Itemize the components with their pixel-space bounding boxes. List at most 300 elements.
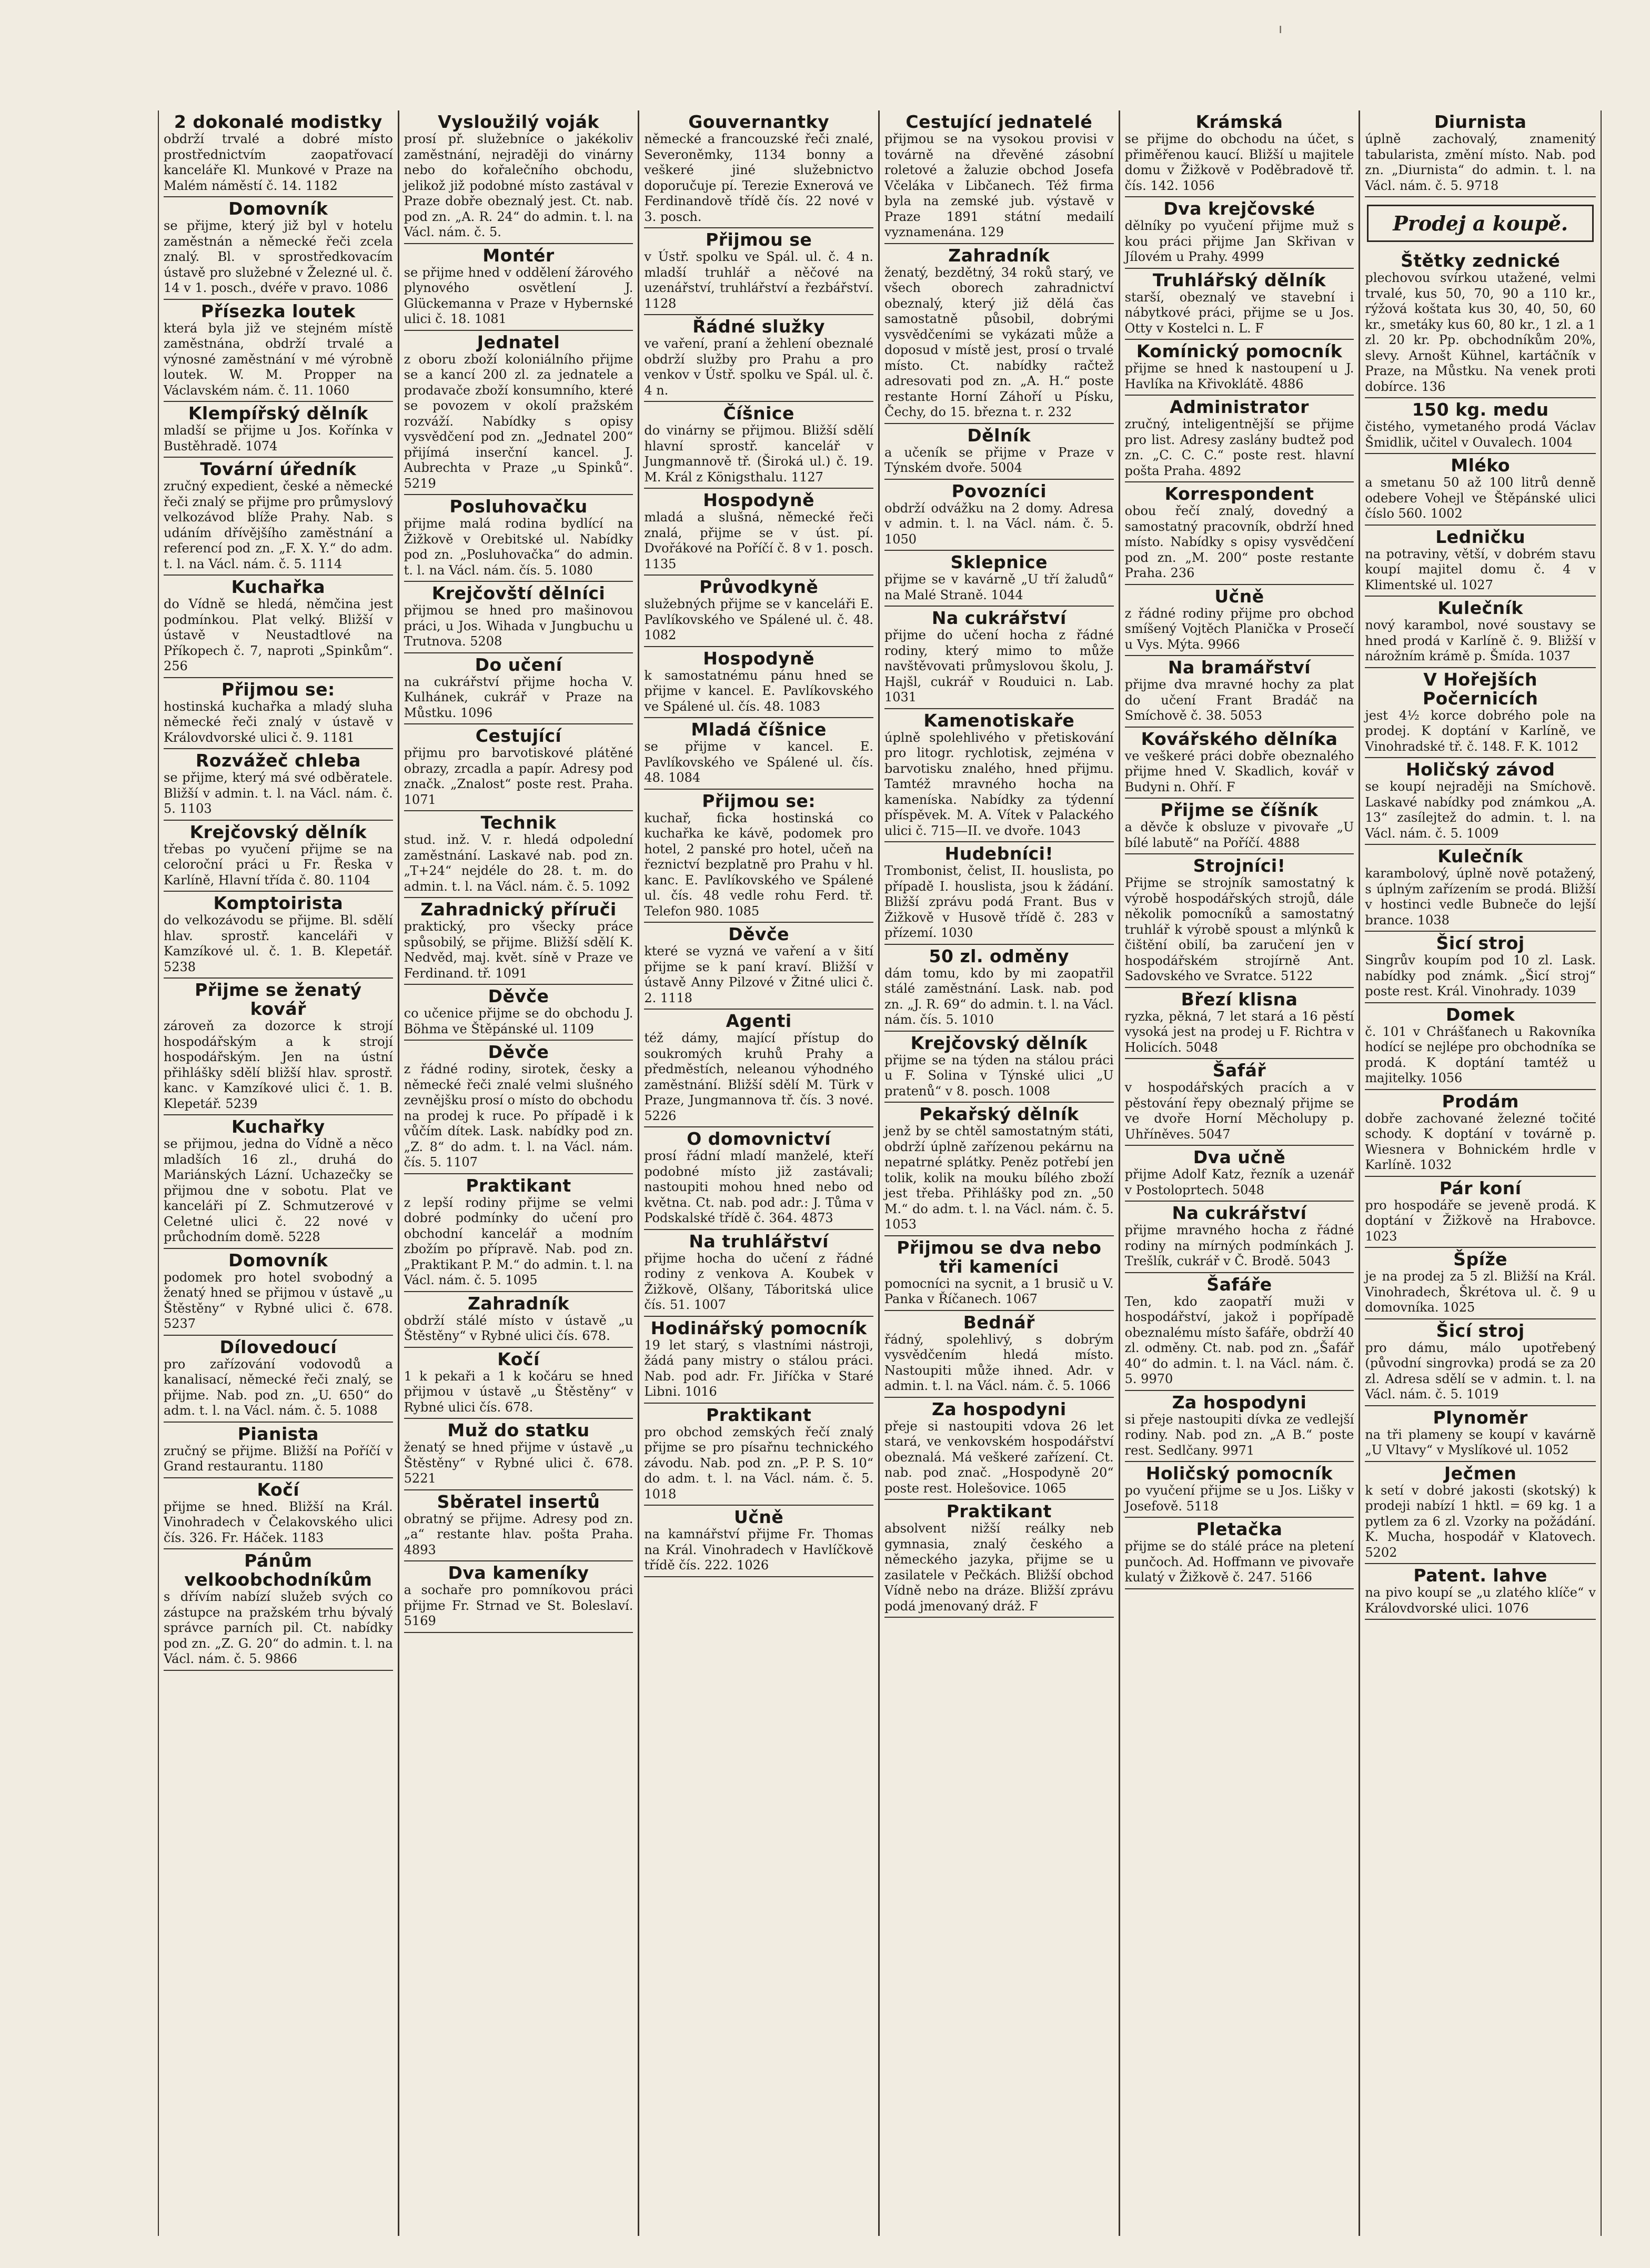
ad-body: úplně zachovalý, znamenitý tabularista, změní místo. Nab. pod zn. „Diurnista“ do admin. t. l. na Václ. nám. č. 5. 9718 [1365,132,1596,193]
classified-ad [1365,1564,1596,1620]
ad-body: pomocníci na sycnit, a 1 brusič u V. Panka v Říčanech. 1067 [884,1276,1114,1306]
classified-ad [404,898,633,985]
classified-ad [1125,1273,1354,1391]
ad-title: Mléko [1451,455,1511,476]
ad-title: Kočí [497,1348,540,1369]
ad-title: Krejčovští dělníci [431,583,606,603]
ad-body: řádný, spolehlivý, s dobrým vysvědčením hledá místo. Nastoupiti může ihned. Adr. v admin. t. l. na Václ. nám. č. 5. 1066 [884,1332,1114,1393]
ad-body: zároveň za dozorce k strojí hospodářským a k strojí hospodářským. Jen na ústní přihlášky sdělí bližší hlav. sprostř. kanc. v Kamzíkové ulici č. 1. B. Klepetář. 5239 [164,1019,393,1111]
ad-body: přijme mravného hocha z řádné rodiny na mírných podmínkách J. Trešlík, cukrář v Č. Brodě. 5043 [1124,1223,1354,1268]
ad-title: Kuchařky [232,1116,325,1137]
classified-ad [404,495,633,582]
classified-ad [1125,988,1354,1060]
ad-body: 1 k pekaři a 1 k kočáru se hned přijmou v ústavě „u Štěstěny“ v Rybné ulici čís. 678. [404,1368,633,1415]
ad-title: Domovník [228,1249,328,1271]
ad-title: Pánům velkoobchodníkům [184,1550,373,1590]
classified-ad [1125,799,1354,854]
ad-title: Tovární úředník [200,459,357,479]
classified-ad [644,718,873,790]
ad-title: Přijmou se dva nebo tři kameníci [897,1237,1102,1277]
ad-title: Krejčovský dělník [910,1032,1088,1053]
classified-ad [1365,1003,1596,1090]
ad-body: v hospodářských pracích a v pěstování řepy obeznalý přijme se ve dvoře Horní Měcholupy p. Uhříněves. 5047 [1124,1080,1354,1142]
classified-ad [1125,269,1354,340]
ad-title: Dva krejčovské [1163,198,1315,219]
ad-body: přijme se hned. Bližší na Král. Vinohradech v Čelakovského ulici čís. 326. Fr. Háček. 1183 [164,1499,393,1545]
ad-body: dělníky po vyučení přijme muž s kou práci přijme Jan Skřivan v Jílovém u Prahy. 4999 [1124,218,1354,264]
ad-body: si přeje nastoupiti dívka ze vedlejší rodiny. Nab. pod zn. „A B.“ poste rest. Sedlčany. 9971 [1124,1412,1354,1458]
classified-ad [1365,1248,1596,1319]
ad-body: přijmou se na vysokou provisi v továrně na dřevěné zásobní roletové a žaluzie obchod Josefa Včeláka v Libčanech. Též firma byla na zemské jub. výstavě v Praze 1891 státní medailí vyznamenána. 129 [884,132,1114,239]
ad-body: služebných přijme se v kanceláři E. Pavlíkovského ve Spálené ul. č. 48. 1082 [644,597,873,642]
ad-body: německé a francouzské řeči znalé, Severoněmky, 1134 bonny a veškeré jiné služebnictvo doporučuje pí. Terezie Exnerová ve Ferdinandově třídě čís. 22 nové v 3. posch. [644,132,873,224]
ad-title: Učně [1214,586,1264,607]
ad-body: pro dámu, málo upotřebený (původní singrovka) prodá se za 20 zl. Adresa sdělí se v admin. t. l. na Václ. nám. č. 5. 1019 [1365,1340,1596,1402]
ad-body: do Vídně se hledá, němčina jest podmínkou. Plat velký. Bližší v ústavě v Neustadtlové na Příkopech č. 7, naproti „Spinkům“. 256 [164,597,393,673]
ad-body: je na prodej za 5 zl. Bližší na Král. Vinohradech, Škrétova ul. č. 9 u domovníka. 1025 [1365,1269,1596,1315]
ad-body: absolvent nižší reálky neb gymnasia, znalý českého a německého jazyka, přijme se u zasilatele v Pečkách. Bližší obchod Vídně nebo na dráze. Bližší zprávu podá jmenovaný dráž. F [884,1521,1114,1614]
ad-title: Praktikant [466,1175,571,1196]
ad-body: co učenice přijme se do obchodu J. Böhma ve Štěpánské ul. 1109 [404,1006,633,1036]
ad-body: v Ústř. spolku ve Spál. ul. č. 4 n. mladší truhlář a něčové na uzenářství, truhlářství a řezbářství. 1128 [644,249,873,311]
classified-ad [404,1292,633,1348]
classified-ad [1125,1518,1354,1589]
ad-title: Přijme se číšník [1160,800,1319,820]
ad-body: zručný expedient, české a německé řeči znalý se přijme pro průmyslový velkozávod blíže Prahy. Nab. s udáním dřívějšího zaměstnání a referencí pod zn. „F. X. Y.“ do adm. t. l. na Václ. nám. č. 5. 1114 [164,479,393,571]
ad-body: 19 let starý, s vlastními nástroji, žádá pany mistry o stálou práci. Nab. pod adr. Fr. Jiříčka v Staré Libni. 1016 [644,1337,873,1399]
ad-title: O domovnictví [687,1128,831,1149]
ad-body: Trombonist, čelist, II. houslista, po případě I. houslista, jsou k žádání. Bližší zprávu podá Frant. Bus v Žižkově v Husově třídě č. 283 v přízemí. 1030 [884,863,1114,940]
ad-body: se přijme do obchodu na účet, s přiměřenou kaucí. Bližší u majitele domu v Žižkově v Poděbradově tř. čís. 142. 1056 [1124,132,1354,193]
ad-title: Dělník [967,425,1031,446]
classified-ad [404,1490,633,1562]
ad-title: Řádné služky [692,316,826,337]
classified-ad [1365,526,1596,597]
classified-ad [884,551,1114,607]
ad-body: ve veškeré práci dobře obeznalého přijme hned V. Skadlich, kovář v Budyni n. Ohří. F [1124,748,1354,794]
ad-title: Na bramářství [1168,657,1311,678]
classified-ad [884,1103,1114,1236]
ad-body: přijme dva mravné hochy za plat do učení Frant Bradáč na Smíchově č. 38. 5053 [1124,677,1354,723]
ad-title: Bednář [963,1312,1035,1333]
ad-title: Rozvážeč chleba [195,750,361,771]
ad-body: stud. inž. V. r. hledá odpolední zaměstnání. Laskavé nab. pod zn. „T+24“ nejdéle do 28. t. m. do admin. t. l. na Václ. nám. č. 5. 1092 [404,832,633,894]
classified-ad [1365,1090,1596,1177]
classified-ad [1125,482,1354,585]
ad-column [159,110,399,2236]
ad-body: obdrží trvalé a dobré místo prostřednictvím zaopatřovací kanceláře Kl. Munkové v Praze na Malém náměstí č. 14. 1182 [164,132,393,193]
classified-ad [1125,396,1354,482]
ad-title: Cestující [475,725,562,746]
classified-ad [404,985,633,1041]
ad-title: Pletačka [1196,1519,1283,1539]
classified-ad [164,300,393,402]
ad-body: a děvče k obsluze v pivovaře „U bílé labutě“ na Poříčí. 4888 [1124,820,1354,850]
classified-ad [1125,1146,1354,1202]
classified-ad [644,647,873,719]
classified-ad [164,678,393,750]
classified-ad [884,1398,1114,1500]
ad-title: Kulečník [1437,598,1523,618]
ad-title: Hospodyně [703,648,815,669]
ad-body: pro obchod zemských řečí znalý přijme se pro písařnu technického závodu. Nab. pod zn. „P. P. S. 10“ do adm. t. l. na Václ. nám. č. 5. 1018 [644,1424,873,1501]
ad-body: praktický, pro všecky práce spůsobilý, se přijme. Bližší sdělí K. Nedvěd, maj. květ. síně v Praze ve Ferdinand. tř. 1091 [404,919,633,981]
ad-body: přijme hocha do učení z řádné rodiny z venkova A. Koubek v Žižkově, Olšany, Táboritská ulice čís. 51. 1007 [644,1251,873,1312]
ad-title: Montér [482,245,555,266]
ad-body: se přijme, který již byl v hotelu zaměstnán a německé řeči zcela znalý. Bl. v sprostředkovacím ústavě pro služebné v Železné ul. č. 14 v 1. posch., dvéře v pravo. 1086 [164,218,393,295]
classified-ad [644,402,873,489]
ad-title: Na truhlářství [689,1231,829,1252]
ad-title: Za hospodyni [1172,1392,1307,1413]
ad-body: přijme se do stálé práce na pletení punčoch. Ad. Hoffmann ve pivovaře kulatý v Žižkově č. 247. 5166 [1124,1539,1354,1585]
ad-title: Vysloužilý voják [438,112,599,132]
ad-title: Na cukrářství [931,608,1067,628]
ad-title: Kočí [257,1479,300,1500]
ad-title: Holičský závod [1405,759,1555,780]
ad-title: Gouvernantky [688,112,830,132]
classified-ad [1365,454,1596,526]
classified-ad [644,1127,873,1230]
classified-ad [1365,597,1596,668]
ad-title: Hudebníci! [944,843,1054,864]
ad-body: z řádné rodiny, sirotek, česky a německé řeči znalé velmi slušného zevnějšku prosí o místo do obchodu na prodej k ruce. Po případě i k vůčím dítek. Lask. nabídky pod zn. „Z. 8“ do adm. t. l. na Václ. nám. čís. 5. 1107 [404,1062,633,1170]
ad-title: Šicí stroj [1436,1320,1525,1341]
ad-body: ženatý, bezdětný, 34 roků starý, ve všech oborech zahradnictví obeznalý, který již dělá čas samostatně působil, dobrými vysvědčeními se vykázati může a doposud v místě jest, prosí o trvalé místo. Ct. nabídky račtež adresovati pod zn. „A. H.“ poste restante Horní Záhoří u Písku, Čechy, do 15. března t. r. 232 [884,265,1114,419]
ad-title: Prodám [1442,1091,1519,1112]
classified-ad [164,1423,393,1478]
classified-ad [164,402,393,458]
classified-ad [404,244,633,331]
ad-title: Holičský pomocník [1145,1463,1333,1484]
ad-body: přeje si nastoupiti vdova 26 let stará, ve venkovském hospodářství obeznalá. Má veškeré zařízení. Ct. nab. pod znač. „Hospodyně 20“ poste rest. Holešovice. 1065 [884,1418,1114,1496]
classified-ad [164,749,393,821]
ad-body: přijme Adolf Katz, řezník a uzenář v Postoloprtech. 5048 [1124,1167,1354,1197]
classified-ad [644,1317,873,1404]
ad-body: obratný se přijme. Adresy pod zn. „a“ restante hlav. pošta Praha. 4893 [404,1511,633,1557]
ad-body: mladší se přijme u Jos. Kořínka v Bustěhradě. 1074 [164,423,393,453]
ad-title: Děvče [488,986,549,1006]
ad-body: jest 4½ korce dobrého pole na prodej. K doptání v Karlíně, ve Vinohradské tř. č. 148. F. K. 1012 [1365,708,1596,754]
ad-title: Za hospodyni [931,1398,1067,1419]
ad-title: Číšnice [723,403,794,424]
ad-body: zručný se přijme. Bližší na Poříčí v Grand restaurantu. 1180 [164,1443,393,1474]
classified-ad [404,110,633,244]
classified-ad [884,1032,1114,1103]
ad-title: Agenti [726,1011,792,1031]
ad-title: Dva učně [1193,1147,1286,1167]
ad-title: Technik [480,812,557,833]
ad-title: Mladá číšnice [691,719,827,740]
ad-title: Šafáře [1206,1274,1272,1295]
classified-ad [1365,110,1596,197]
ad-body: jenž by se chtěl samostatným státi, obdrží úplně zařízenou pekárnu na nepatrné splátky. Peněz potřebí jen tolik, kolik na mouku bílého zboží jest třeba. Přihlášky pod zn. „50 M.“ do adm. t. l. na Václ. nám. č. 5. 1053 [884,1124,1114,1232]
ad-title: Povozníci [951,480,1047,501]
classified-ad [1125,1059,1354,1146]
ad-body: a smetanu 50 až 100 litrů denně odebere Vohejl ve Štěpánské ulici číslo 560. 1002 [1365,475,1596,521]
ad-body: přijme malá rodina bydlící na Žižkově v Orebitské ul. Nabídky pod zn. „Posluhovačka“ do admin. t. l. na Václ. nám. čís. 5. 1080 [404,516,633,578]
classified-ad [404,1348,633,1419]
classified-ad [1125,340,1354,396]
ad-title: Přijmou se [706,229,812,250]
ad-title: Korrespondent [1164,483,1314,504]
ad-title: Domek [1446,1004,1515,1025]
ad-title: Klempířský dělník [188,403,368,424]
ad-column [1120,110,1361,2236]
ad-title: Kovářského dělníka [1141,728,1338,749]
classified-ad [164,197,393,300]
ad-title: Sklepnice [950,552,1048,572]
ad-body: obdrží odvážku na 2 domy. Adresa v admin. t. l. na Václ. nám. č. 5. 1050 [884,500,1114,547]
classified-ad [1125,197,1354,269]
ad-body: na potraviny, větší, v dobrém stavu koupí majitel domu č. 4 v Klimentské ul. 1027 [1365,546,1596,592]
ad-title: Zahradnický příruči [420,899,617,920]
ad-title: Přijmou se: [221,679,335,700]
ad-body: se koupí nejraději na Smíchově. Laskavé nabídky pod známkou „A. 13“ zasílejtež do admin. t. l. na Václ. nám. č. 5. 1009 [1365,779,1596,841]
ad-body: č. 101 v Chrášťanech u Rakovníka hodící se nejlépe pro obchodníka se prodá. K doptání tamtéž u majitelky. 1056 [1365,1024,1596,1085]
ad-body: plechovou svírkou utažené, velmi trvalé, kus 50, 70, 90 a 110 kr., rýžová koštata kus 30, 40, 50, 60 kr., smetáky kus 60, 80 kr., 1 zl. a 1 zl. 20 kr. Pp. obchodníkům 20%, slevy. Arnošt Kühnel, kartáčník v Praze, na Můstku. Na venek proti dobírce. 136 [1365,270,1596,394]
ad-body: přijme se hned k nastoupení u J. Havlíka na Křivoklátě. 4886 [1124,361,1354,391]
ad-title: 2 dokonalé modistky [174,112,383,132]
ad-body: ženatý se hned přijme v ústavě „u Štěstěny“ v Rybné ulici č. 678. 5221 [404,1440,633,1486]
ad-body: ve vaření, praní a žehlení obeznalé obdrží služby pro Prahu a pro venkov v Ústř. spolku ve Spál. ul. č. 4 n. [644,336,873,398]
classified-ad [164,892,393,979]
ad-title: Kuchařka [231,577,325,597]
ad-body: ryzka, pěkná, 7 let stará a 16 pěstí vysoká jest na prodej u F. Richtra v Holicích. 5048 [1124,1009,1354,1055]
ad-title: Šafář [1212,1060,1266,1081]
ad-body: na pivo koupí se „u zlatého klíče“ v Královdvorské ulici. 1076 [1365,1585,1596,1616]
ad-body: z řádné rodiny přijme pro obchod smíšený Vojtěch Planička v Prosečí u Vys. Mýta. 9966 [1124,606,1354,652]
classified-ad [1365,1462,1596,1565]
ad-title: Dílovedoucí [219,1336,337,1357]
classified-ad [1125,1391,1354,1463]
ad-body: třebas po vyučení přijme se na celoroční práci u Fr. Řeska v Karlíně, Hlavní třída č. 80. 1104 [164,841,393,888]
ad-title: Hodinářský pomocník [650,1317,867,1338]
ad-title: Štětky zednické [1401,250,1561,271]
ad-title: Strojníci! [1193,855,1286,876]
classified-ad [164,821,393,892]
ad-body: k samostatnému pánu hned se přijme v kancel. E. Pavlíkovského ve Spálené ul. čís. 48. 1083 [644,668,873,714]
classified-ad [644,923,873,1010]
ad-title: Kulečník [1437,846,1523,866]
classified-ad [884,709,1114,843]
ad-title: Pianista [237,1423,319,1444]
classified-ad [884,607,1114,709]
ad-body: Ten, kdo zaopatří muži v hospodářství, jakož i popřípadě obeznalému místo šafáře, obdrží 40 zl. odměny. Ct. nab. pod zn. „Šafář 40“ do admin. t. l. na Václ. nám. č. 5. 9970 [1124,1294,1354,1386]
ad-title: Muž do statku [447,1420,590,1440]
ad-title: 150 kg. medu [1412,399,1549,420]
classified-ad [884,1500,1114,1618]
classified-ad [164,1249,393,1336]
classified-ad [644,1506,873,1577]
ad-body: na cukrářství přijme hocha V. Kulhánek, cukrář v Praze na Můstku. 1096 [404,674,633,720]
ad-body: nový karambol, nové soustavy se hned prodá v Karlíně č. 9. Bližší v nárožním krámě p. Šmída. 1037 [1365,618,1596,663]
classified-ad [1365,845,1596,932]
ad-body: na kamnářství přijme Fr. Thomas na Král. Vinohradech v Havlíčkově třídě čís. 222. 1026 [644,1527,873,1573]
ad-title: Přísezka loutek [200,300,356,321]
page-corner-mark: ı [1279,21,1283,37]
ad-title: Zahradník [948,245,1050,266]
ad-title: Sběratel insertů [437,1491,600,1512]
ad-title: Patent. lahve [1413,1565,1547,1586]
ad-body: prosí řádní mladí manželé, kteří podobné místo již zastávali; nastoupiti mohou hned nebo od května. Ct. nab. pod adr.: J. Tůma v Podskalské třídě č. 364. 4873 [644,1148,873,1225]
classified-ad [404,811,633,898]
classified-ad [164,1478,393,1550]
classified-ad [404,582,633,653]
ad-body: pro hospodáře se jeveně prodá. K doptání v Žižkově na Hrabovce. 1023 [1365,1197,1596,1244]
classified-ad [404,653,633,725]
classified-ad [1125,1462,1354,1518]
ad-title: Dva kameníky [448,1563,589,1583]
classified-ad [1365,932,1596,1003]
classified-ad [1365,758,1596,845]
ad-body: dobře zachované železné točité schody. K doptání v továrně p. Wiesnera v Bohnickém hrdle v Karlíně. 1032 [1365,1111,1596,1172]
ad-column [1360,110,1601,2236]
ad-body: čistého, vymetaného prodá Václav Šmidlik, učitel v Ouvalech. 1004 [1365,419,1596,450]
classified-ad [164,1549,393,1671]
classified-ad [1125,1202,1354,1273]
classified-ad [884,842,1114,945]
ad-body: a učeník se přijme v Praze v Týnském dvoře. 5004 [884,445,1114,475]
classified-ad [404,724,633,811]
ad-body: se přijme hned v oddělení žárového plynového osvětlení J. Glückemanna v Praze v Hybernské ulici č. 18. 1081 [404,265,633,326]
ad-body: k setí v dobré jakosti (skotský) k prodeji nabízí 1 hktl. = 69 kg. 1 a pytlem za 6 zl. Vzorky na požádání. K. Mucha, hospodář v Klatovech. 5202 [1365,1483,1596,1560]
ad-title: Šicí stroj [1436,933,1525,953]
ad-body: mladá a slušná, německé řeči znalá, přijme se v úst. pí. Dvořákové na Poříčí č. 8 v 1. posch. 1135 [644,510,873,571]
ad-body: se přijme, který má své odběratele. Bližší v admin. t. l. na Václ. nám. č. 5. 1103 [164,770,393,816]
classified-ad [884,424,1114,480]
ad-title: Truhlářský dělník [1152,269,1326,290]
classified-ad [1365,1406,1596,1462]
classified-ad [1365,1177,1596,1248]
classified-ad [884,1311,1114,1398]
ad-body: přijmou se hned pro mašinovou práci, u Jos. Wihada v Jungbuchu u Trutnova. 5208 [404,603,633,649]
classified-ad [164,979,393,1115]
ad-body: se přijme v kancel. E. Pavlíkovského ve Spálené ul. čís. 48. 1084 [644,739,873,785]
ad-title: Kamenotiskaře [923,710,1075,731]
ad-title: Praktikant [946,1501,1052,1521]
classified-ad [644,1010,873,1127]
ad-title: Administrator [1170,397,1309,417]
classified-ad [644,110,873,228]
ad-body: prosí př. služebníce o jakékoliv zaměstnání, nejraději do vinárny nebo do kořalečního obchodu, jelikož již podobné místo zastával v Praze dobře obeznalý jest. Ct. nab. pod zn. „A. R. 24“ do admin. t. l. na Václ. nám. č. 5. [404,132,633,239]
ad-title: Děvče [488,1042,549,1062]
ad-body: po vyučení přijme se u Jos. Lišky v Josefově. 5118 [1124,1483,1354,1514]
ad-body: obdrží stálé místo v ústavě „u Štěstěny“ v Rybné ulici čís. 678. [404,1313,633,1343]
ad-title: Krámská [1195,112,1283,132]
classified-ad [644,315,873,402]
ad-body: úplně spolehlivého v přetiskování pro litogr. rychlotisk, zejména v barvotisku znalého, hned přijmu. Tamtéž mravného hocha na kameníska. Nabídky za týdenní příspěvek. M. A. Vítek v Palackého ulici č. 715—II. ve dvoře. 1043 [884,730,1114,838]
classified-ad [644,489,873,576]
classified-ad [644,790,873,923]
ad-body: se přijmou, jedna do Vídně a něco mladších 16 zl., druhá do Mariánských Lázní. Uchazečky se přijmou dne v sobotu. Plat ve kanceláři pí Z. Schmutzerové v Celetné ulici č. 22 nové v průchodním domě. 5228 [164,1136,393,1244]
ad-body: Singrův koupím pod 10 zl. Lask. nabídky pod známk. „Šicí stroj“ poste rest. Král. Vinohrady. 1039 [1365,953,1596,999]
classified-ad [1125,728,1354,799]
ad-body: podomek pro hotel svobodný a ženatý hned se přijmou v ústavě „u Štěstěny“ v Rybné ulici č. 678. 5237 [164,1269,393,1331]
ad-title: Průvodkyně [699,577,819,597]
ad-title: Březí klisna [1181,989,1298,1010]
ad-title: Komptoiristа [213,893,344,913]
classified-ad [644,1404,873,1506]
ad-title: Ječmen [1444,1463,1517,1484]
ad-body: obou řečí znalý, dovedný a samostatný pracovník, obdrží hned místo. Nabídky s opisy vysvědčení pod zn. „M. 200“ poste restante Praha. 236 [1124,503,1354,580]
classified-ad [644,576,873,647]
ad-body: karambolový, úplně nově potažený, s úplným zařízením se prodá. Bližší v hostinci vedle Bubneče do lejší brance. 1038 [1365,866,1596,928]
ad-body: hostinská kuchařka a mladý sluha německé řeči znalý v ústavě v Královdvorské ulici č. 9. 1181 [164,699,393,745]
classified-ad [1365,249,1596,398]
ad-body: pro zařízování vodovodů a kanalisací, německé řeči znalý, se přijme. Nab. pod zn. „U. 650“ do adm. t. l. na Václ. nám. č. 5. 1088 [164,1356,393,1418]
ad-body: do vinárny se přijmou. Bližší sdělí hlavní sprostř. kancelář v Jungmannově tř. (Široká ul.) č. 19. M. Král z Königsthalu. 1127 [644,423,873,485]
classified-ad [1365,1319,1596,1406]
ad-body: přijme se v kavárně „U tří žaludů“ na Malé Straně. 1044 [884,572,1114,602]
classified-ad [404,1419,633,1490]
ad-body: z oboru zboží koloniálního přijme se a kancí 200 zl. za jednatele a prodavače zboží konsumního, které se povozem v okolí pražském rozváží. Nabídky s opisy vysvědčení pod zn. „Jednatel 200“ přijímá inserční kancel. J. Aubrechta v Praze „u Spinků“. 5219 [404,351,633,491]
ad-body: starší, obeznalý ve stavební i nábytkové práci, přijme se u Jos. Otty v Kostelci n. L. F [1124,289,1354,336]
ad-title: Učně [734,1507,784,1527]
ad-title: 50 zl. odměny [929,945,1070,966]
classified-ad [1125,110,1354,197]
ad-title: Pár koní [1439,1177,1522,1198]
ad-title: Pekařský dělník [919,1104,1079,1124]
classified-ad [1125,854,1354,988]
ad-title: Jednatel [477,331,560,352]
ad-title: Na cukrářství [1172,1203,1307,1223]
ad-title: Cestující jednatelé [906,112,1093,132]
classified-ad [404,331,633,496]
classified-ad [404,1174,633,1292]
ad-title: Plynoměr [1433,1407,1528,1428]
classified-ad [1365,668,1596,759]
ad-body: zručný, inteligentnější se přijme pro list. Adresy zaslány budtež pod zn. „C. C. C.“ poste rest. hlavní pošta Praha. 4892 [1124,417,1354,478]
classified-ad [884,945,1114,1032]
ad-body: přijmu pro barvotiskové plátěné obrazy, zrcadla a papír. Adresy pod značk. „Znalost“ poste rest. Praha. 1071 [404,745,633,807]
ad-title: Špíže [1453,1249,1508,1269]
classified-ad [884,244,1114,424]
ad-title: Přijmou se: [702,790,816,811]
classified-ad [1125,656,1354,728]
classified-ad [164,1115,393,1249]
classified-ad [404,1041,633,1174]
ad-body: Přijme se strojník samostatný k výrobě hospodářských strojů, dále několik pomocníků a samostatný truhlář k výrobě spoust a mlýnků k čištění obilí, ba zaručení jen v hospodářském strojírně Ant. Sadovského ve Svratce. 5122 [1124,875,1354,983]
ad-title: Diurnista [1434,112,1527,132]
ad-title: Domovník [228,198,328,219]
ad-title: Komínický pomocník [1136,341,1343,361]
ad-body: na tři plameny se koupí v kavárně „U Vltavy“ v Myslíkové ul. 1052 [1365,1427,1596,1457]
ad-body: které se vyzná ve vaření a v šití přijme se k paní kraví. Bližší v ústavě Anny Pilzové v Žitné ulici č. 2. 1118 [644,944,873,1005]
ad-column [880,110,1120,2236]
ad-body: dám tomu, kdo by mi zaopatřil stálé zaměstnání. Lask. nab. pod zn. „J. R. 69“ do admin. t. l. na Václ. nám. čís. 5. 1010 [884,965,1114,1027]
ad-title: Děvče [728,924,790,944]
ad-title: Do učení [475,654,562,675]
classified-ad [164,110,393,197]
section-heading: Prodej a koupě. [1367,205,1594,242]
classified-ad [164,1336,393,1423]
ad-body: s dřívím nabízí služeb svých co zástupce na pražském trhu bývalý správce parních pil. Ct. nabídky pod zn. „Z. G. 20“ do admin. t. l. na Václ. nám. č. 5. 9866 [164,1589,393,1666]
ad-title: Praktikant [706,1404,812,1425]
classified-ad [884,480,1114,551]
classified-ad [1125,585,1354,657]
ad-body: též dámy, mající přístup do soukromých kruhů Prahy a předměstích, neleanou výhodného zaměstnání. Bližší sdělí M. Türk v Praze, Jungmannova tř. čís. 3 nové. 5226 [644,1031,873,1123]
ad-title: Ledničku [1435,526,1526,547]
ad-title: Krejčovský dělník [189,821,367,842]
classified-ads-page [158,110,1602,2236]
classified-ad [644,1230,873,1317]
classified-ad [884,1236,1114,1311]
ad-body: která byla již ve stejném místě zaměstnána, obdrží trvalé a výnosné zaměstnání v mé výrobně loutek. W. M. Propper na Václavském nám. č. 11. 1060 [164,320,393,398]
ad-title: Posluhovačku [449,496,588,517]
ad-body: přijme se na týden na stálou práci u F. Solina v Týnské ulici „U pratenů“ v 8. posch. 1008 [884,1052,1114,1098]
classified-ad [644,228,873,315]
ad-column [399,110,640,2236]
